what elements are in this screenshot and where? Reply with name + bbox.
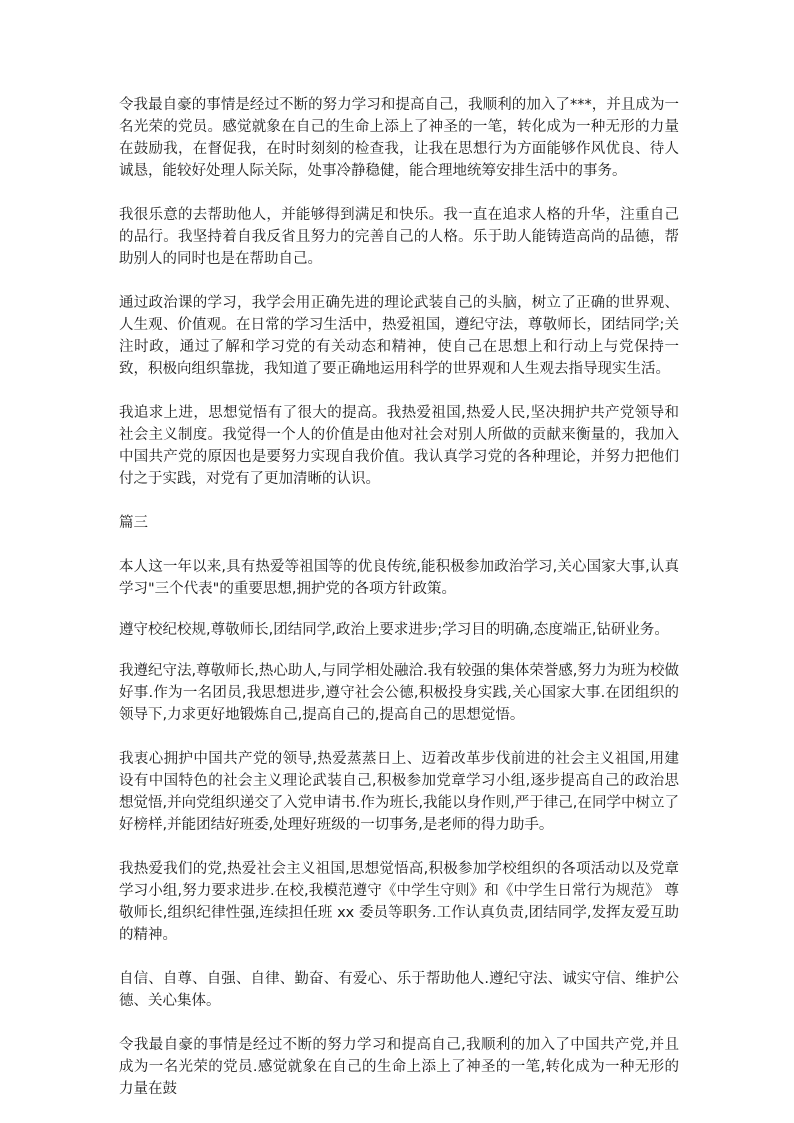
paragraph-school-rules: 遵守校纪校规,尊敬师长,团结同学,政治上要求进步;学习目的明确,态度端正,钻研业务。 — [119, 622, 669, 638]
paragraph-political-study: 通过政治课的学习，我学会用正确先进的理论武装自己的头脑，树立了正确的世界观、人生观、价值观。在日常的学习生活中，热爱祖国，遵纪守法，尊敬师长，团结同学;关注时政，通过了解和学习党的有关动态和精神，使自己在思想上和行动上与党保持一致，积极向组织靠拢，我知道了要正确地运用科学的世界观和人生观去指导现实生活。 — [119, 295, 679, 377]
paragraph-love-party: 我热爱我们的党,热爱社会主义祖国,思想觉悟高,积极参加学校组织的各项活动以及党章学习小组,努力要求进步.在校,我模范遵守《中学生守则》和《中学生日常行为规范》 尊敬师长,组织纪律性强,连续担任班 xx 委员等职务.工作认真负责,团结同学,发挥友爱互助的精神。 — [119, 861, 679, 943]
paragraph-patriotism: 本人这一年以来,具有热爱等祖国等的优良传统,能积极参加政治学习,关心国家大事,认真学习"三个代表"的重要思想,拥护党的各项方针政策。 — [119, 559, 679, 597]
paragraph-proud-member: 令我最自豪的事情是经过不断的努力学习和提高自己，我顺利的加入了***，并且成为一名光荣的党员。感觉就象在自己的生命上添上了神圣的一笔，转化成为一种无形的力量在鼓励我，在督促我，在时时刻刻的检查我，让我在思想行为方面能够作风优良、待人诚恳，能较好处理人际关际，处事冷静稳健，能合理地统筹安排生活中的事务。 — [119, 97, 679, 179]
paragraph-helping-others: 我很乐意的去帮助他人，并能够得到满足和快乐。我一直在追求人格的升华，注重自己的品行。我坚持着自我反省且努力的完善自己的人格。乐于助人能铸造高尚的品德，帮助别人的同时也是在帮助自己。 — [119, 207, 679, 267]
document-page — [119, 94, 679, 1097]
paragraph-pursue-progress: 我追求上进，思想觉悟有了很大的提高。我热爱祖国,热爱人民,坚决拥护共产党领导和社会主义制度。我觉得一个人的价值是由他对社会对别人所做的贡献来衡量的，我加入中国共产党的原因也是要努力实现自我价值。我认真学习党的各种理论，并努力把他们付之于实践，对党有了更加清晰的认识。 — [119, 405, 679, 487]
paragraph-support-party: 我衷心拥护中国共产党的领导,热爱蒸蒸日上、迈着改革步伐前进的社会主义祖国,用建设有中国特色的社会主义理论武装自己,积极参加党章学习小组,逐步提高自己的政治思想觉悟,并向党组织递交了入党申请书.作为班长,我能以身作则,严于律己,在同学中树立了好榜样,并能团结好班委,处理好班级的一切事务,是老师的得力助手。 — [119, 751, 679, 833]
paragraph-proud-member-repeat: 令我最自豪的事情是经过不断的努力学习和提高自己,我顺利的加入了中国共产党,并且成为一名光荣的党员.感觉就象在自己的生命上添上了神圣的一笔,转化成为一种无形的力量在鼓 — [119, 1037, 679, 1097]
section-heading: 篇三 — [119, 515, 148, 531]
paragraph-qualities: 自信、自尊、自强、自律、勤奋、有爱心、乐于帮助他人.遵纪守法、诚实守信、维护公德、关心集体。 — [119, 971, 679, 1009]
paragraph-league-member: 我遵纪守法,尊敬师长,热心助人,与同学相处融洽.我有较强的集体荣誉感,努力为班为校做好事.作为一名团员,我思想进步,遵守社会公德,积极投身实践,关心国家大事.在团组织的领导下,力求更好地锻炼自己,提高自己的,提高自己的思想觉悟。 — [119, 663, 679, 723]
